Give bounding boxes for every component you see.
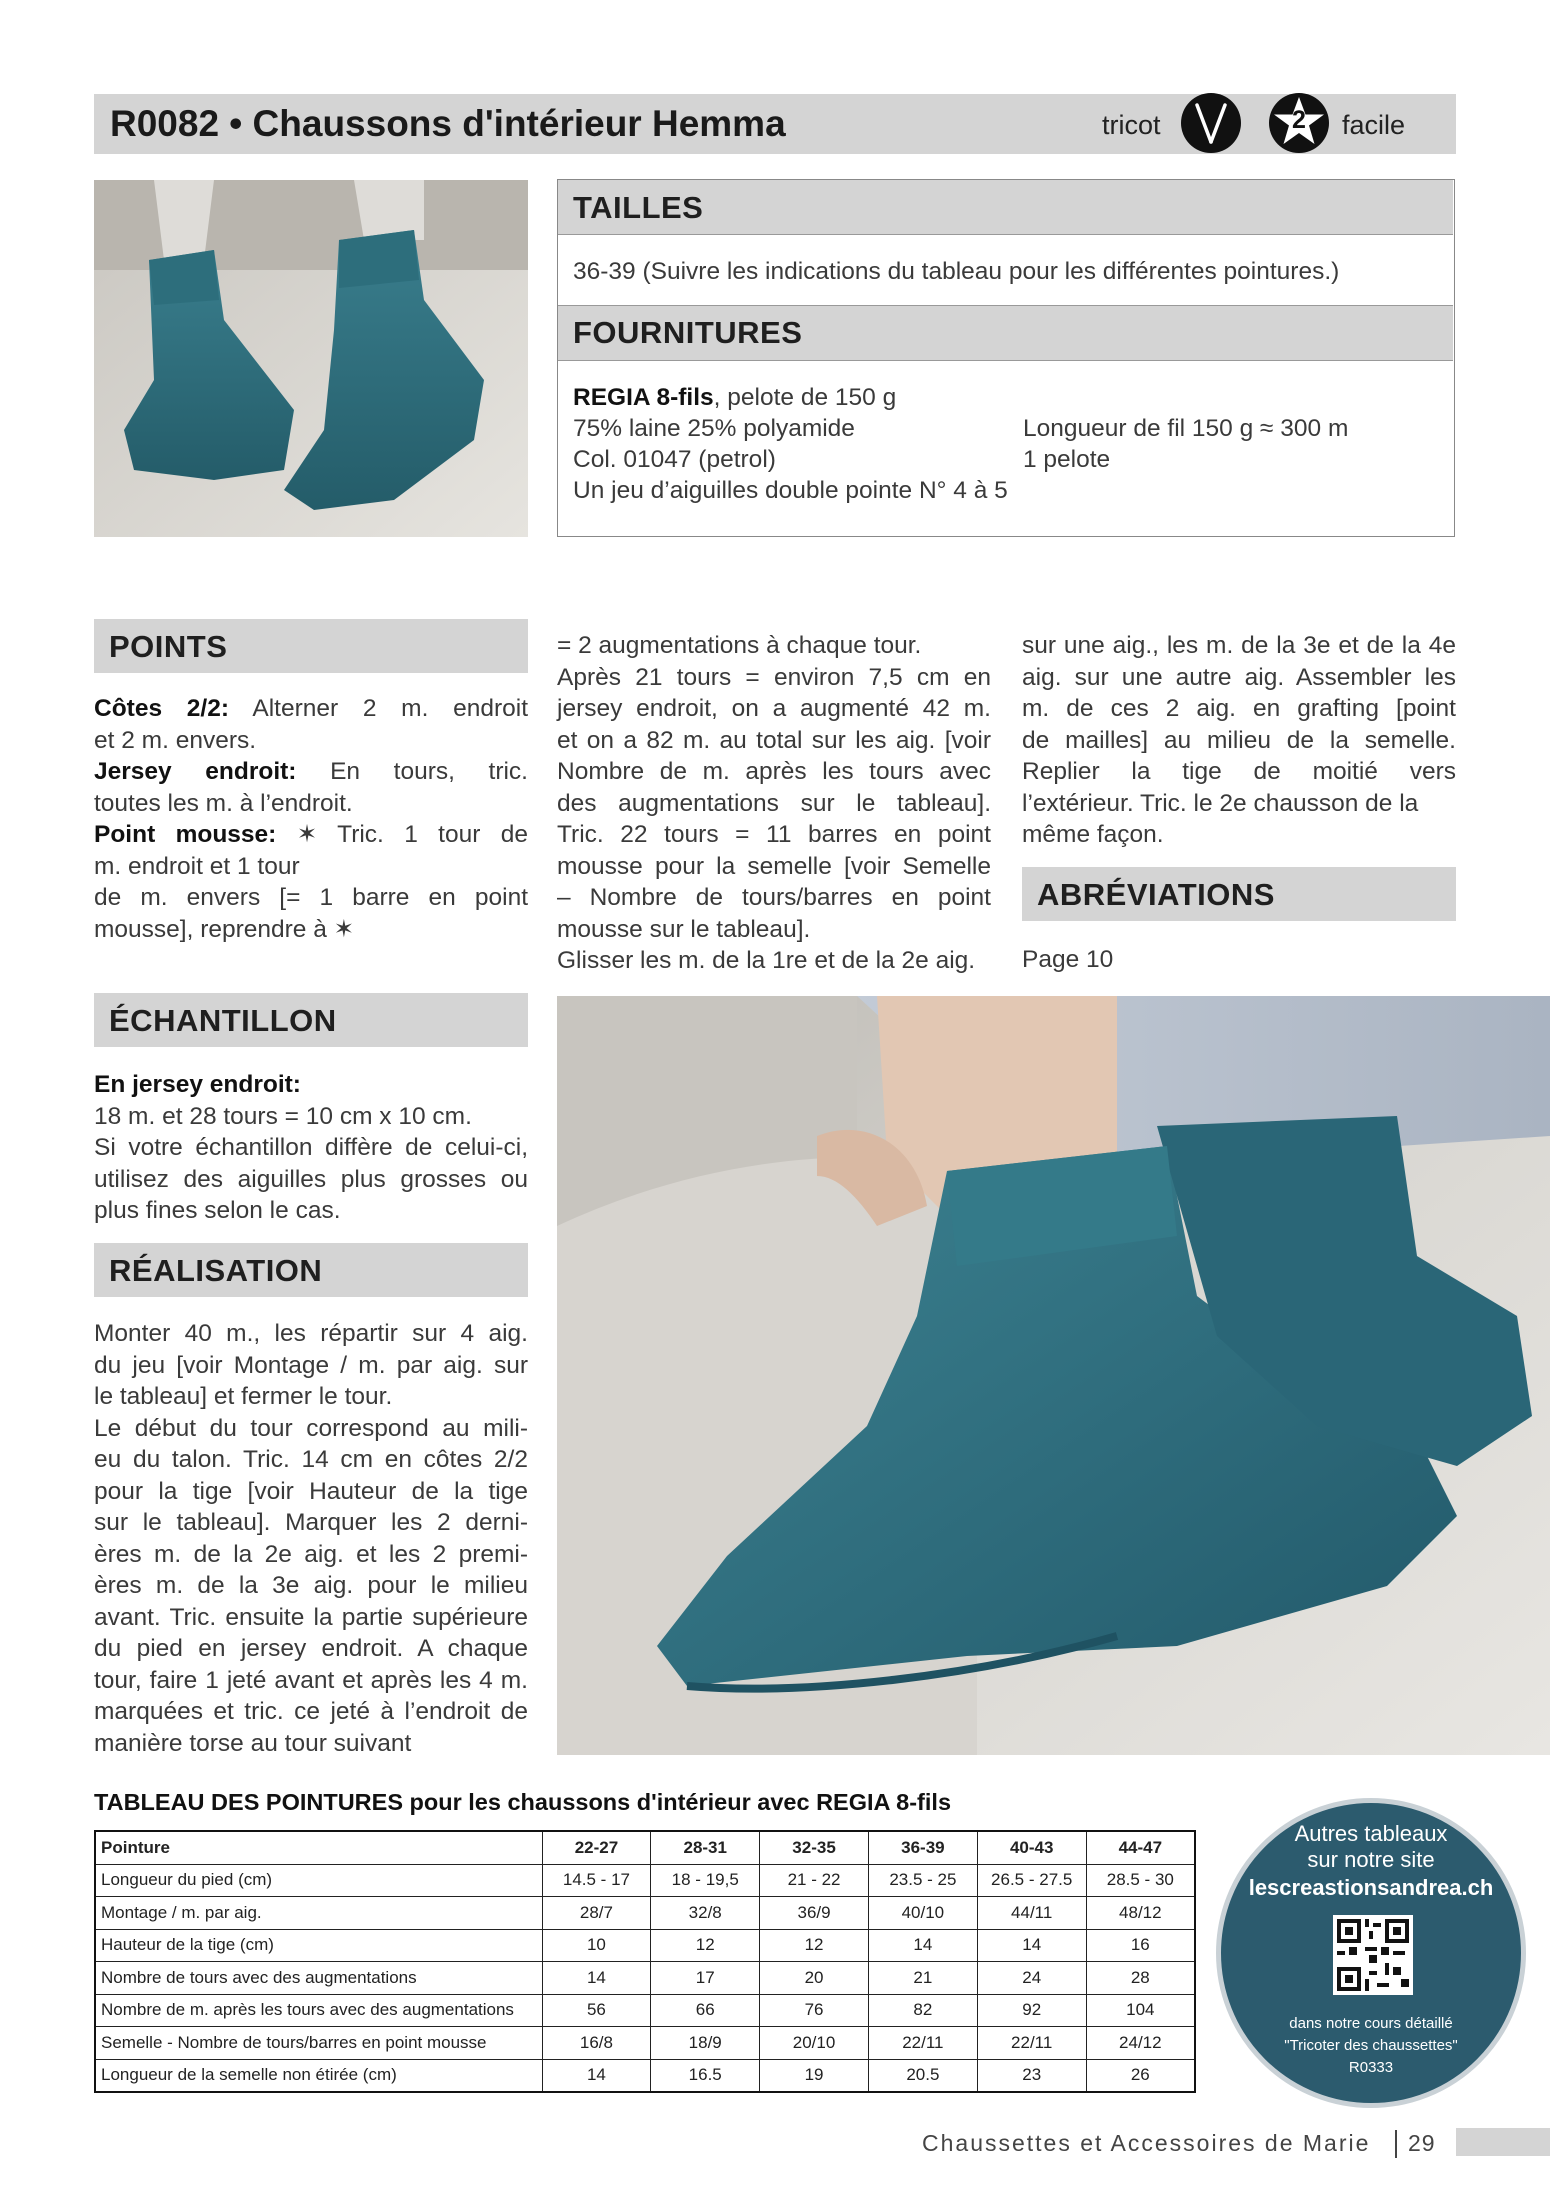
echantillon-label: En jersey endroit: — [94, 1071, 301, 1098]
table-header-row — [95, 1831, 1195, 1864]
realisation-title: RÉALISATION — [109, 1253, 323, 1288]
fournitures-color: Col. 01047 (petrol) — [573, 446, 776, 473]
table-row: Nombre de m. après les tours avec des augmentations 56 66 76 82 92 104 — [95, 1994, 1195, 2027]
table-row: Hauteur de la tige (cm) 10 12 12 14 14 16 — [95, 1929, 1195, 1962]
table-header-cell: 28-31 — [651, 1831, 760, 1864]
table-header-cell: 36-39 — [868, 1831, 977, 1864]
badge-note-2: "Tricoter des chaussettes" — [1284, 2037, 1458, 2054]
tailles-title: TAILLES — [573, 190, 704, 225]
fournitures-quantity: 1 pelote — [1023, 446, 1111, 473]
fournitures-title: FOURNITURES — [573, 315, 803, 350]
difficulty-label: facile — [1342, 110, 1406, 140]
table-header-cell: 32-35 — [760, 1831, 869, 1864]
knitting-needles-icon — [1180, 92, 1242, 154]
top-photo-slippers — [94, 180, 528, 537]
page-title: R0082 • Chaussons d'intérieur Hemma — [110, 103, 786, 144]
page-number: 29 — [1408, 2130, 1436, 2156]
footer-separator — [1395, 2130, 1397, 2158]
website-badge — [1216, 1798, 1526, 2108]
fournitures-length: Longueur de fil 150 g ≈ 300 m — [1023, 415, 1349, 442]
echantillon-title: ÉCHANTILLON — [109, 1003, 337, 1038]
abreviations-text: Page 10 — [1022, 946, 1114, 973]
points-text: Côtes 2/2: Alterner 2 m. endroit et 2 m. envers. Jersey endroit: En tours, tric. toutes les m. à l’endroit. Point mousse: ✶ Tric. 1 tour de m. endroit et 1 tour de m. envers [= 1 barre en point mousse], reprendre à ✶ — [94, 695, 529, 943]
realisation-text: Monter 40 m., les répartir sur 4 aig. du jeu [voir Montage / m. par aig. sur le tableau] et fermer le tour. Le début du tour correspond au mili- eu du talon. Tric. 14 cm en côtes 2/2 pour la tige [voir Hauteur de la tige sur le tableau]. Marquer les 2 derni- ères m. de la 2e aig. et les 2 premi- ères m. de la 3e aig. pour le milieu avant. Tric. ensuite la partie supérieure du pied en jersey endroit. A chaque tour, faire 1 jeté avant et après les 4 m. marquées et tric. ce jeté à l’endroit de manière torse au tour suivant — [94, 1320, 528, 1757]
table-header-cell: Pointure — [95, 1831, 542, 1864]
table-row: Longueur du pied (cm) 14.5 - 17 18 - 19,5 21 - 22 23.5 - 25 26.5 - 27.5 28.5 - 30 — [95, 1864, 1195, 1897]
tailles-text: 36-39 (Suivre les indications du tableau pour les différentes pointures.) — [573, 258, 1340, 285]
yarn-ball: , pelote de 150 g — [713, 384, 897, 411]
abreviations-title: ABRÉVIATIONS — [1037, 877, 1275, 912]
footer-text: Chaussettes et Accessoires de Marie — [922, 2130, 1371, 2156]
yarn-name: REGIA 8-fils — [573, 384, 714, 411]
table-row: Montage / m. par aig. 28/7 32/8 36/9 40/10 44/11 48/12 — [95, 1897, 1195, 1930]
fournitures-composition: 75% laine 25% polyamide — [573, 415, 855, 442]
table-row: Nombre de tours avec des augmentations 14 17 20 21 24 28 — [95, 1962, 1195, 1995]
qr-code-icon[interactable] — [1333, 1915, 1413, 1995]
table-header-cell: 40-43 — [977, 1831, 1086, 1864]
fournitures-yarn — [573, 382, 896, 414]
technique-label: tricot — [1102, 110, 1161, 140]
mousse-label: Point mousse: — [94, 821, 277, 848]
main-photo-slippers — [557, 996, 1550, 1755]
badge-note-3: R0333 — [1348, 2059, 1394, 2076]
echantillon-text: En jersey endroit: 18 m. et 28 tours = 10 cm x 10 cm. Si votre échantillon diffère de celui-ci, utilisez des aiguilles plus grosses ou plus fines selon le cas. — [94, 1071, 528, 1224]
instructions-column-2: = 2 augmentations à chaque tour. Après 21 tours = environ 7,5 cm en jersey endroit, on a augmenté 42 m. et on a 82 m. au total sur les aig. [voir Nombre de m. après les tours avec des augmentations sur le tableau]. Tric. 22 tours = 11 barres en point mousse pour la semelle [voir Semelle – Nombre de tours/barres en point mousse sur le tableau]. Glisser les m. de la 1re et de la 2e aig. — [557, 632, 991, 974]
table-row: Longueur de la semelle non étirée (cm) 14 16.5 19 20.5 23 26 — [95, 2059, 1195, 2092]
badge-line-1: Autres tableaux — [1294, 1821, 1448, 1846]
points-title: POINTS — [109, 629, 228, 664]
difficulty-level-number: 2 — [1292, 106, 1306, 134]
badge-site-link[interactable]: lescreastionsandrea.ch — [1248, 1875, 1494, 1900]
cotes-label: Côtes 2/2: — [94, 695, 229, 722]
table-caption: TABLEAU DES POINTURES pour les chaussons d'intérieur avec REGIA 8-fils — [94, 1789, 952, 1815]
badge-note-1: dans notre cours détaillé — [1289, 2015, 1453, 2032]
jersey-label: Jersey endroit: — [94, 758, 297, 785]
size-table — [94, 1830, 1196, 2093]
badge-line-2: sur notre site — [1307, 1847, 1435, 1872]
footer-bar — [1456, 2128, 1550, 2156]
fournitures-needles: Un jeu d’aiguilles double pointe N° 4 à 5 — [573, 477, 1008, 504]
table-header-cell: 22-27 — [542, 1831, 651, 1864]
instructions-column-3: sur une aig., les m. de la 3e et de la 4e aig. sur une autre aig. Assembler les m. de ces 2 aig. en grafting [point de mailles] au milieu de la semelle. Replier la tige de moitié vers l’extérieur. Tric. le 2e chausson de la même façon. — [1022, 632, 1456, 848]
table-header-cell: 44-47 — [1086, 1831, 1195, 1864]
table-row: Semelle - Nombre de tours/barres en point mousse 16/8 18/9 20/10 22/11 22/11 24/12 — [95, 2027, 1195, 2060]
